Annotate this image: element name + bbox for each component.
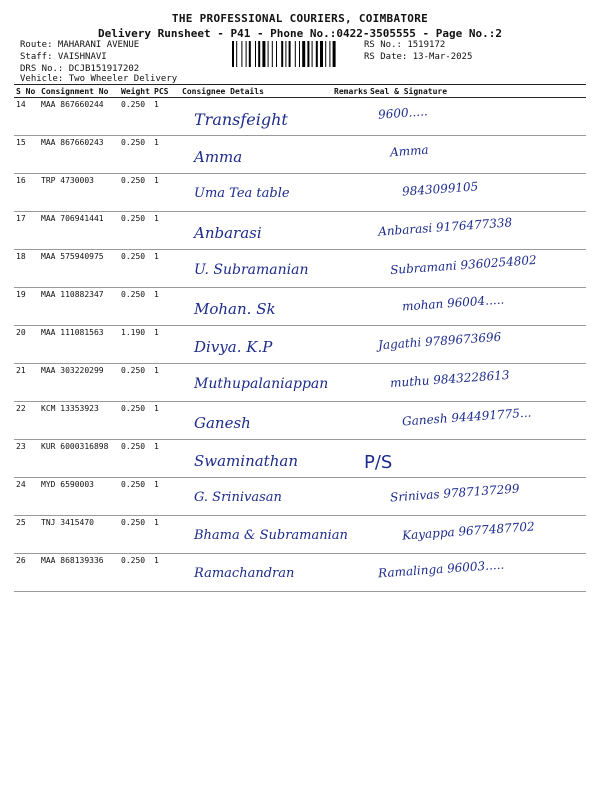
row-weight: 0.250: [119, 516, 152, 554]
signature-handwritten: muthu 9843228613: [389, 367, 510, 391]
row-pcs: 1: [152, 440, 180, 478]
row-signature-cell: [368, 554, 586, 592]
row-remarks-cell: [332, 402, 368, 440]
col-header-remarks: Remarks: [334, 86, 368, 96]
remark-handwritten: P/S: [364, 452, 393, 473]
consignee-name-handwritten: Ramachandran: [194, 566, 295, 581]
row-pcs: 1: [152, 364, 180, 402]
row-weight: 0.250: [119, 288, 152, 326]
table-row: [14, 516, 586, 554]
row-consignee-cell: [180, 98, 332, 136]
row-signature-cell: [368, 250, 586, 288]
row-sno: 23: [14, 440, 39, 478]
table-row: [14, 554, 586, 592]
table-row: [14, 478, 586, 516]
row-pcs: 1: [152, 250, 180, 288]
row-consignee-cell: [180, 402, 332, 440]
signature-handwritten: 9843099105: [401, 179, 479, 199]
row-remarks-cell: [332, 174, 368, 212]
row-weight: 0.250: [119, 554, 152, 592]
row-sno: 14: [14, 98, 39, 136]
row-pcs: 1: [152, 326, 180, 364]
col-header-consignee: Consignee Details: [180, 85, 332, 98]
col-header-sno: S No: [14, 85, 39, 98]
signature-handwritten: Anbarasi 9176477338: [377, 215, 513, 239]
row-sno: 25: [14, 516, 39, 554]
consignee-name-handwritten: Transfeight: [194, 110, 288, 129]
row-remarks-cell: [332, 250, 368, 288]
table-row: [14, 326, 586, 364]
row-remarks-cell: [332, 516, 368, 554]
row-consignment-no: MAA 111081563: [39, 326, 119, 364]
table-row: [14, 136, 586, 174]
consignee-name-handwritten: Ganesh: [194, 414, 251, 432]
row-weight: 0.250: [119, 440, 152, 478]
row-signature-cell: [368, 478, 586, 516]
row-remarks-cell: [332, 478, 368, 516]
row-sno: 17: [14, 212, 39, 250]
row-weight: 0.250: [119, 98, 152, 136]
row-sno: 20: [14, 326, 39, 364]
row-consignee-cell: [180, 136, 332, 174]
table-row: [14, 174, 586, 212]
row-remarks-cell: [332, 440, 393, 478]
row-pcs: 1: [152, 516, 180, 554]
row-remarks-cell: [332, 288, 368, 326]
row-consignee-cell: [180, 288, 332, 326]
rs-date: RS Date: 13-Mar-2025: [364, 52, 473, 62]
row-consignment-no: MAA 575940975: [39, 250, 119, 288]
table-row: [14, 212, 586, 250]
row-consignment-no: MAA 867660243: [39, 136, 119, 174]
signature-handwritten: Kayappa 9677487702: [401, 519, 536, 543]
row-consignment-no: TRP 4730003: [39, 174, 119, 212]
row-consignment-no: MAA 303220299: [39, 364, 119, 402]
row-sno: 19: [14, 288, 39, 326]
row-weight: 0.250: [119, 478, 152, 516]
row-consignee-cell: [180, 212, 332, 250]
runsheet-table: [14, 84, 586, 592]
row-consignment-no: KUR 6000316898: [39, 440, 119, 478]
table-row: [14, 440, 586, 478]
row-signature-cell: [368, 136, 586, 174]
row-consignee-cell: [180, 364, 332, 402]
row-consignee-cell: [180, 478, 332, 516]
row-pcs: 1: [152, 288, 180, 326]
consignee-name-handwritten: Swaminathan: [194, 452, 298, 470]
row-signature-cell: [368, 174, 586, 212]
col-header-signature: Seal & Signature: [368, 85, 586, 98]
row-weight: 0.250: [119, 402, 152, 440]
row-signature-cell: [368, 212, 586, 250]
signature-handwritten: Ganesh 944491775...: [401, 405, 532, 429]
row-sno: 18: [14, 250, 39, 288]
table-row: [14, 364, 586, 402]
table-row: [14, 288, 586, 326]
barcode-image: [232, 41, 357, 67]
col-header-pcs: PCS: [152, 85, 180, 98]
row-signature-cell: [368, 516, 586, 554]
row-consignee-cell: [180, 554, 332, 592]
runsheet-subtitle: Delivery Runsheet - P41 - Phone No.:0422-3505555 - Page No.:2: [98, 27, 502, 40]
row-consignment-no: KCM 13353923: [39, 402, 119, 440]
row-weight: 0.250: [119, 174, 152, 212]
consignee-name-handwritten: Uma Tea table: [194, 186, 290, 201]
col-header-consignment: Consignment No: [39, 85, 119, 98]
route-label: Route: MAHARANI AVENUE: [20, 40, 140, 50]
signature-handwritten: Subramani 9360254802: [389, 252, 538, 278]
company-title: THE PROFESSIONAL COURIERS, COIMBATORE: [171, 12, 429, 25]
row-remarks-cell: [332, 326, 368, 364]
signature-handwritten: 9600.....: [377, 104, 429, 122]
row-signature-cell: [368, 364, 586, 402]
row-signature-cell: [368, 288, 586, 326]
consignee-name-handwritten: U. Subramanian: [194, 262, 309, 278]
drs-label: DRS No.: DCJB151917202: [20, 64, 140, 74]
table-row: [14, 98, 586, 136]
row-weight: 0.250: [119, 212, 152, 250]
row-consignment-no: MAA 867660244: [39, 98, 119, 136]
consignee-name-handwritten: Muthupalaniappan: [194, 376, 329, 392]
row-consignment-no: TNJ 3415470: [39, 516, 119, 554]
row-pcs: 1: [152, 136, 180, 174]
row-weight: 0.250: [119, 250, 152, 288]
row-sno: 16: [14, 174, 39, 212]
signature-handwritten: Amma: [389, 142, 430, 160]
row-consignment-no: MYD 6590003: [39, 478, 119, 516]
row-remarks-cell: [332, 364, 368, 402]
row-consignee-cell: [180, 326, 332, 364]
row-consignee-cell: [180, 440, 332, 478]
row-signature-cell: [368, 440, 586, 478]
row-remarks-cell: [332, 136, 368, 174]
row-sno: 26: [14, 554, 39, 592]
consignee-name-handwritten: Amma: [194, 148, 243, 166]
row-sno: 21: [14, 364, 39, 402]
row-pcs: 1: [152, 402, 180, 440]
row-sno: 22: [14, 402, 39, 440]
row-consignee-cell: [180, 174, 332, 212]
row-remarks-cell: [332, 212, 368, 250]
signature-handwritten: Ramalinga 96003.....: [377, 557, 505, 581]
consignee-name-handwritten: Bhama & Subramanian: [194, 528, 348, 543]
row-consignment-no: MAA 706941441: [39, 212, 119, 250]
row-weight: 0.250: [119, 136, 152, 174]
staff-label: Staff: VAISHNAVI: [20, 52, 107, 62]
row-remarks-cell: [332, 98, 368, 136]
row-sno: 15: [14, 136, 39, 174]
consignee-name-handwritten: Mohan. Sk: [194, 300, 276, 318]
row-consignment-no: MAA 110882347: [39, 288, 119, 326]
signature-handwritten: mohan 96004.....: [401, 292, 505, 314]
row-signature-cell: [368, 402, 586, 440]
row-remarks-cell: [332, 554, 368, 592]
row-signature-cell: [368, 326, 586, 364]
consignee-name-handwritten: Divya. K.P: [194, 338, 273, 356]
signature-handwritten: Jagathi 9789673696: [377, 329, 502, 353]
row-consignee-cell: [180, 516, 348, 554]
vehicle-label: Vehicle: Two Wheeler Delivery: [20, 74, 178, 84]
row-pcs: 1: [152, 478, 180, 516]
rs-number: RS No.: 1519172: [364, 40, 446, 50]
row-pcs: 1: [152, 174, 180, 212]
table-row: [14, 402, 586, 440]
consignee-name-handwritten: G. Srinivasan: [194, 490, 282, 505]
signature-handwritten: Srinivas 9787137299: [389, 481, 520, 505]
table-row: [14, 250, 586, 288]
row-pcs: 1: [152, 98, 180, 136]
row-pcs: 1: [152, 554, 180, 592]
row-sno: 24: [14, 478, 39, 516]
table-header-row: [14, 85, 586, 98]
row-consignee-cell: [180, 250, 332, 288]
row-consignment-no: MAA 868139336: [39, 554, 119, 592]
col-header-weight: Weight: [119, 85, 152, 98]
row-signature-cell: [368, 98, 586, 136]
row-pcs: 1: [152, 212, 180, 250]
row-weight: 0.250: [119, 364, 152, 402]
row-weight: 1.190: [119, 326, 152, 364]
consignee-name-handwritten: Anbarasi: [194, 224, 262, 242]
